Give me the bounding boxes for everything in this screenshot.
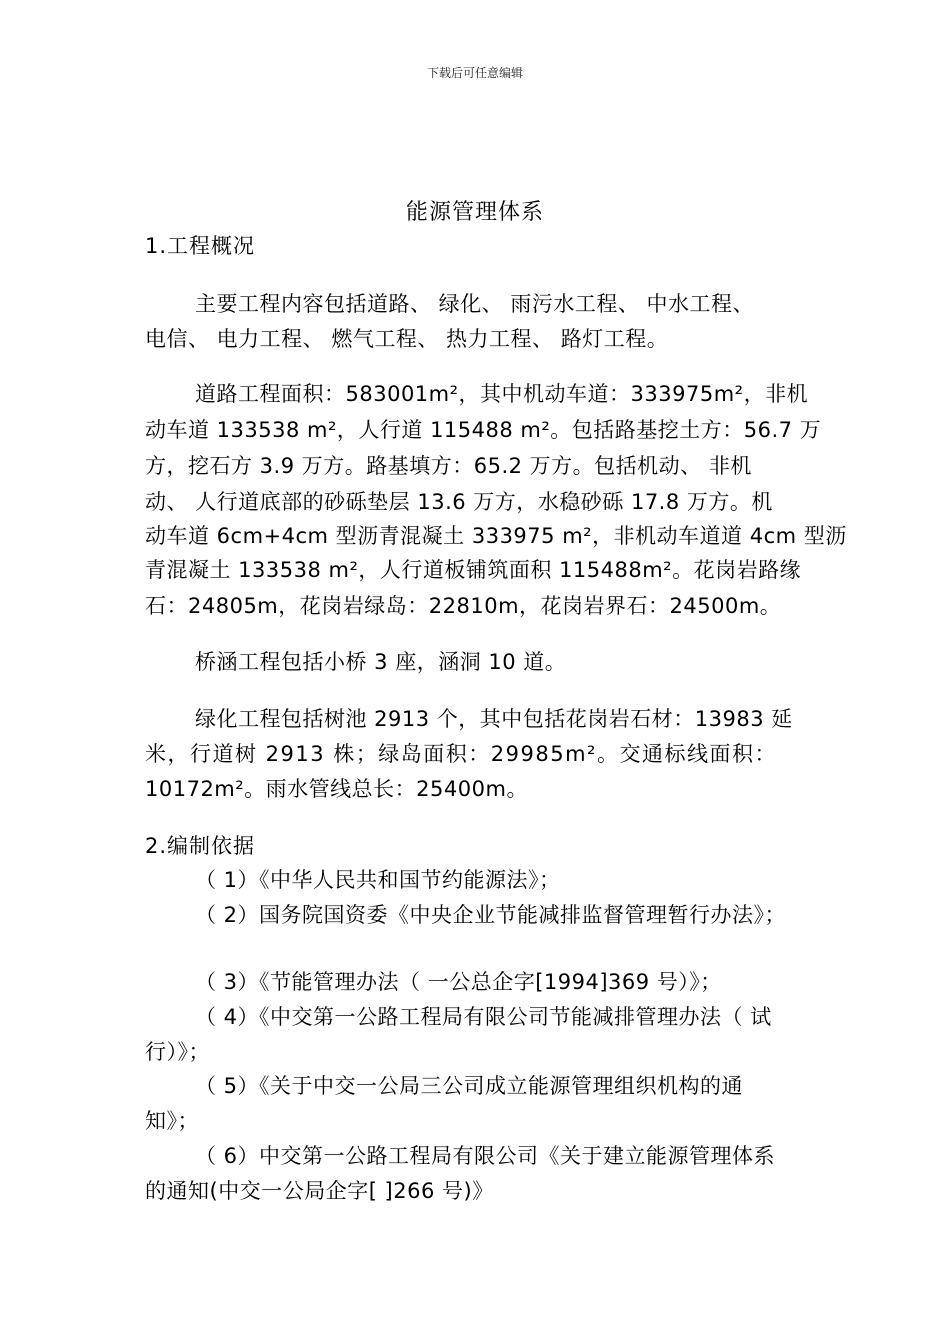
paragraph-line: 绿化工程包括树池 2913 个，其中包括花岗岩石材：13983 延 xyxy=(195,707,793,731)
document-title: 能源管理体系 xyxy=(405,200,544,225)
paragraph-line: 动、 人行道底部的砂砾垫层 13.6 万方，水稳砂砾 17.8 万方。机 xyxy=(145,490,773,514)
reference-item: （ 2）国务院国资委《中央企业节能减排监督管理暂行办法》； xyxy=(195,903,787,927)
reference-item: （ 6）中交第一公路工程局有限公司《关于建立能源管理体系 xyxy=(195,1144,776,1168)
paragraph-line: 电信、 电力工程、 燃气工程、 热力工程、 路灯工程。 xyxy=(145,327,669,351)
paragraph-line: 10172m²。雨水管线总长：25400m。 xyxy=(145,777,528,801)
section-heading: 1.工程概况 xyxy=(145,234,256,258)
reference-item: （ 5）《关于中交一公局三公司成立能源管理组织机构的通 xyxy=(195,1074,744,1098)
reference-item-continuation: 知》； xyxy=(145,1109,199,1133)
header-note: 下载后可任意编辑 xyxy=(426,66,523,80)
reference-item: （ 4）《中交第一公路工程局有限公司节能减排管理办法（ 试 xyxy=(195,1005,772,1029)
paragraph-line: 动车道 133538 m²，人行道 115488 m²。包括路基挖土方：56.7 万 xyxy=(145,418,822,442)
paragraph-line: 米，行道树 2913 株；绿岛面积：29985m²。交通标线面积： xyxy=(145,742,777,766)
reference-item: （ 3）《节能管理办法（ 一公总企字[1994]369 号）》； xyxy=(195,970,722,994)
reference-item-continuation: 行）》； xyxy=(145,1040,210,1064)
paragraph-line: 主要工程内容包括道路、 绿化、 雨污水工程、 中水工程、 xyxy=(195,292,755,316)
section-heading: 2.编制依据 xyxy=(145,834,256,858)
reference-item: （ 1）《中华人民共和国节约能源法》； xyxy=(195,868,561,892)
paragraph-line: 青混凝土 133538 m²，人行道板铺筑面积 115488m²。花岗岩路缘 xyxy=(145,558,802,582)
paragraph-line: 道路工程面积：583001m²，其中机动车道：333975m²，非机 xyxy=(195,382,809,406)
paragraph-line: 石：24805m，花岗岩绿岛：22810m，花岗岩界石：24500m。 xyxy=(145,594,782,618)
paragraph-line: 方，挖石方 3.9 万方。路基填方：65.2 万方。包括机动、 非机 xyxy=(145,454,752,478)
reference-item-continuation: 的通知(中交一公局企字[ ]266 号)》 xyxy=(145,1179,494,1203)
paragraph-line: 动车道 6cm+4cm 型沥青混凝土 333975 m²，非机动车道道 4cm 型沥 xyxy=(145,524,847,548)
paragraph-line: 桥涵工程包括小桥 3 座，涵洞 10 道。 xyxy=(195,650,567,674)
